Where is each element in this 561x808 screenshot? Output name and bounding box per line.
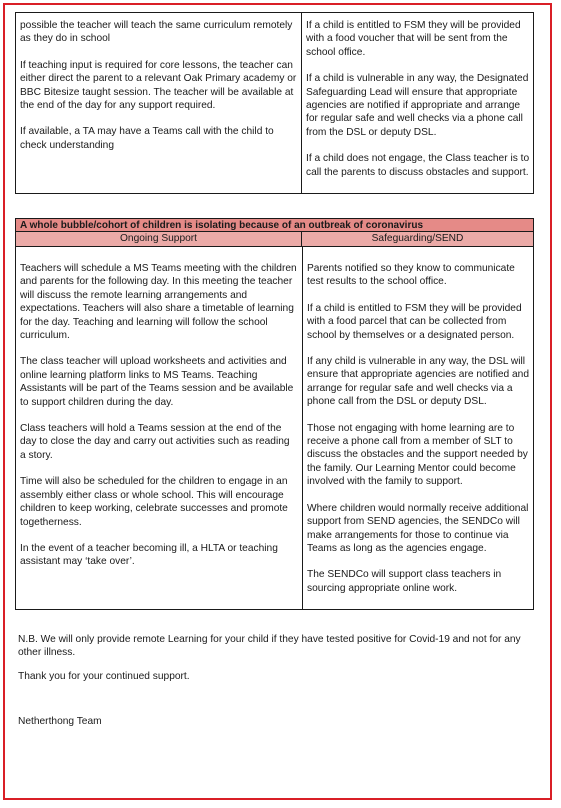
top-table-right-column [306,19,530,193]
top-left-paragraph: If available, a TA may have a Teams call with the child to check understanding [20,126,274,151]
top-right-paragraph: If a child is vulnerable in any way, the Designated Safeguarding Lead will ensure that appropriate agencies are notified if appropriate and arrange for regular safe and well checks via a phone call from the DSL or deputy DSL. [306,73,529,138]
top-table-divider [301,13,302,193]
ongoing-support-header: Ongoing Support [16,232,302,247]
safeguarding-send-column [307,262,533,609]
safeguarding-paragraph: Where children would normally receive additional support from SEND agencies, the SENDCo will make arrangements for those to continue via Teams as long as the agencies engage. [307,502,529,554]
safeguarding-paragraph: Those not engaging with home learning are to receive a phone call from a member of SLT to discuss the obstacles and the support needed by the family. Our Learning Mentor could become involved with the family to support. [307,422,528,488]
signoff-text: Netherthong Team [18,716,102,727]
bubble-table-divider [302,247,303,609]
top-left-paragraph: possible the teacher will teach the same curriculum remotely as they do in school [20,20,293,45]
top-left-paragraph: If teaching input is required for core lessons, the teacher can either direct the parent to a relevant Oak Primary academy or BBC Bitesize taught session. The teacher will be available at the end of the day for any support required. [20,59,297,112]
safeguarding-paragraph: Parents notified so they know to communicate test results to the school office. [307,263,515,288]
ongoing-support-paragraph: The class teacher will upload worksheets and activities and online learning platform links to MS Teams. Teaching Assistants will be part of the Teams session and be available to support children during the day. [20,356,294,408]
ongoing-support-column [20,262,298,609]
bubble-isolation-table [15,218,534,610]
safeguarding-send-header: Safeguarding/SEND [371,233,464,244]
signoff-line [18,715,542,728]
top-table-left-column [20,19,298,193]
ongoing-support-paragraph: Teachers will schedule a MS Teams meeting with the children and parents for the following day. In this meeting the teacher will discuss the remote learning arrangements and expectations. Teachers will also share a timetable of learning for the day. Teaching and learning will follow the school curriculum. [20,263,297,342]
thanks-text: Thank you for your continued support. [18,671,190,682]
ongoing-support-paragraph: In the event of a teacher becoming ill, a HLTA or teaching assistant may ‘take over’. [20,542,278,568]
top-continuation-table [15,12,534,194]
safeguarding-paragraph: If any child is vulnerable in any way, the DSL will ensure that appropriate agencies are notified and arrange for regular safe and well checks via a phone call from the DSL or deputy DSL. [307,356,530,408]
top-right-paragraph: If a child does not engage, the Class teacher is to call the parents to discuss obstacles and support. [306,153,530,178]
nb-note-text: N.B. We will only provide remote Learning for your child if they have tested positive for Covid-19 and not for any other illness. [18,634,521,659]
safeguarding-paragraph: If a child is entitled to FSM they will be provided with a food parcel that can be collected from school by themselves or a designated person. [307,302,522,341]
bubble-table-column-headers [16,232,533,247]
safeguarding-paragraph: The SENDCo will support class teachers in sourcing appropriate online work. [307,569,502,594]
top-right-paragraph: If a child is entitled to FSM they will be provided with a food voucher that will be sent from the school office. [306,20,521,58]
nb-note [18,633,542,660]
thanks-line [18,670,542,683]
ongoing-support-paragraph: Class teachers will hold a Teams session at the end of the day to close the day and carry out activities such as reading a story. [20,423,290,461]
ongoing-support-paragraph: Time will also be scheduled for the children to engage in an assembly either class or whole school. This will encourage children to keep working, celebrate successes and promote togetherness. [20,476,288,528]
bubble-table-heading: A whole bubble/cohort of children is isolating because of an outbreak of coronavirus [16,219,533,232]
